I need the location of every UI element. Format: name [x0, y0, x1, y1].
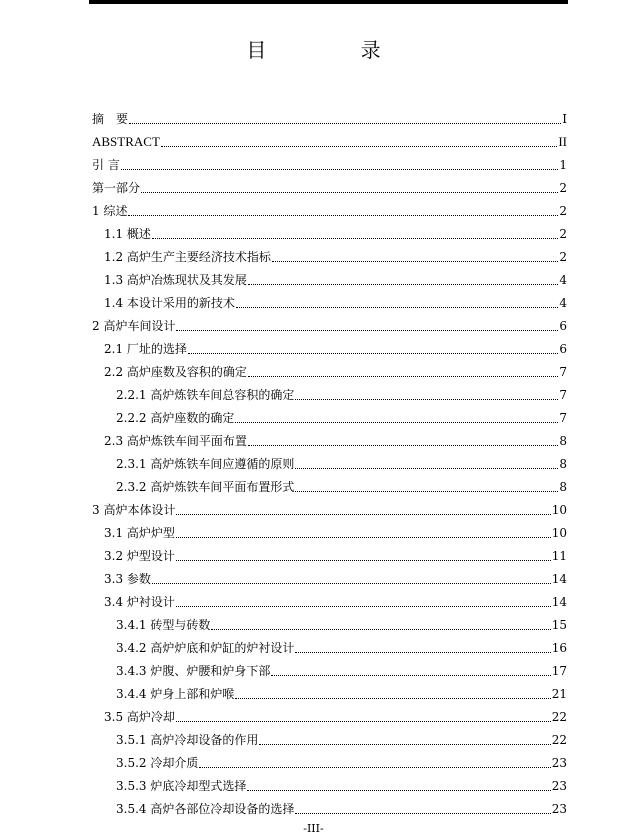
toc-entry[interactable] [92, 356, 567, 379]
toc-entry-page: 7 [559, 411, 567, 425]
toc-entry[interactable] [92, 264, 567, 287]
toc-entry[interactable] [92, 402, 567, 425]
dot-leader [128, 214, 558, 216]
dot-leader [129, 122, 561, 124]
toc-entry[interactable] [92, 724, 567, 747]
toc-entry[interactable] [92, 333, 567, 356]
dot-leader [295, 490, 558, 492]
toc-entry-page: 10 [551, 503, 567, 517]
toc-entry-label: 3.1 高炉炉型 [104, 526, 175, 540]
toc-entry[interactable] [92, 425, 567, 448]
toc-entry-label: 3.4.4 炉身上部和炉喉 [116, 687, 235, 701]
toc-entry[interactable] [92, 379, 567, 402]
toc-entry[interactable] [92, 126, 567, 149]
toc-entry[interactable] [92, 540, 567, 563]
toc-entry-page: 15 [551, 618, 567, 632]
toc-entry-label: 2.2.1 高炉炼铁车间总容积的确定 [116, 388, 295, 402]
toc-entry-page: 2 [559, 227, 567, 241]
toc-entry-page: 23 [551, 779, 567, 793]
dot-leader [235, 697, 550, 699]
toc-entry-label: 1.4 本设计采用的新技术 [104, 296, 235, 310]
dot-leader [176, 559, 551, 561]
toc-entry[interactable] [92, 241, 567, 264]
dot-leader [199, 766, 550, 768]
toc-entry-page: 17 [551, 664, 567, 678]
toc-entry-label: ABSTRACT [92, 134, 160, 149]
toc-entry-label: 2.2.2 高炉座数的确定 [116, 411, 235, 425]
toc-entry-page: 14 [551, 595, 567, 609]
toc-entry-page: 1 [559, 158, 567, 172]
toc-entry-page: 22 [551, 733, 567, 747]
toc-entry-label: 引 言 [92, 158, 120, 172]
dot-leader [259, 743, 550, 745]
toc-entry-page: 16 [551, 641, 567, 655]
toc-entry[interactable] [92, 448, 567, 471]
toc-entry-label: 摘 要 [92, 112, 129, 126]
dot-leader [176, 329, 558, 331]
toc-entry-page: I [562, 112, 567, 126]
toc-entry-label: 3.5.3 炉底冷却型式选择 [116, 779, 247, 793]
toc-entry-label: 2.3.1 高炉炼铁车间应遵循的原则 [116, 457, 295, 471]
toc-entry[interactable] [92, 471, 567, 494]
dot-leader [176, 513, 550, 515]
dot-leader [211, 628, 550, 630]
toc-entry-page: 8 [559, 434, 567, 448]
toc-entry-page: 21 [551, 687, 567, 701]
toc-entry[interactable] [92, 310, 567, 333]
table-of-contents [92, 103, 567, 816]
toc-entry-label: 1.3 高炉冶炼现状及其发展 [104, 273, 247, 287]
dot-leader [295, 651, 550, 653]
toc-entry[interactable] [92, 103, 567, 126]
dot-leader [236, 306, 558, 308]
toc-entry[interactable] [92, 287, 567, 310]
dot-leader [161, 145, 557, 147]
toc-entry-page: 4 [559, 296, 567, 310]
dot-leader [248, 283, 558, 285]
toc-entry-label: 第一部分 [92, 181, 141, 195]
page-number-footer: -III- [303, 822, 324, 835]
toc-entry[interactable] [92, 655, 567, 678]
toc-entry-label: 3 高炉本体设计 [92, 503, 176, 517]
toc-entry-label: 2.3 高炉炼铁车间平面布置 [104, 434, 247, 448]
dot-leader [152, 237, 558, 239]
toc-entry[interactable] [92, 517, 567, 540]
dot-leader [176, 605, 551, 607]
toc-entry-label: 3.3 参数 [104, 572, 151, 586]
dot-leader [295, 398, 558, 400]
dot-leader [247, 789, 550, 791]
toc-entry-page: 22 [551, 710, 567, 724]
toc-entry-page: 2 [559, 181, 567, 195]
toc-entry-page: 8 [559, 457, 567, 471]
toc-entry[interactable] [92, 701, 567, 724]
toc-entry[interactable] [92, 494, 567, 517]
toc-entry[interactable] [92, 195, 567, 218]
dot-leader [295, 812, 550, 814]
toc-entry[interactable] [92, 172, 567, 195]
toc-entry-label: 3.4.2 高炉炉底和炉缸的炉衬设计 [116, 641, 295, 655]
toc-entry-label: 3.5.1 高炉冷却设备的作用 [116, 733, 259, 747]
toc-entry[interactable] [92, 563, 567, 586]
toc-entry-page: 4 [559, 273, 567, 287]
dot-leader [248, 444, 558, 446]
dot-leader [188, 352, 558, 354]
toc-entry-label: 3.5.4 高炉各部位冷却设备的选择 [116, 802, 295, 816]
toc-entry-label: 3.5.2 冷却介质 [116, 756, 199, 770]
dot-leader [176, 536, 551, 538]
toc-entry-page: 6 [559, 319, 567, 333]
toc-entry[interactable] [92, 218, 567, 241]
toc-entry[interactable] [92, 747, 567, 770]
toc-entry-label: 1.2 高炉生产主要经济技术指标 [104, 250, 271, 264]
page-title: 目 录 [246, 38, 425, 62]
toc-entry[interactable] [92, 793, 567, 816]
toc-entry-page: 8 [559, 480, 567, 494]
dot-leader [141, 191, 558, 193]
toc-entry-label: 3.4 炉衬设计 [104, 595, 175, 609]
toc-entry-page: II [558, 134, 567, 149]
toc-entry-label: 2.3.2 高炉炼铁车间平面布置形式 [116, 480, 295, 494]
toc-entry-label: 1.1 概述 [104, 227, 151, 241]
toc-entry-page: 2 [559, 250, 567, 264]
dot-leader [271, 674, 550, 676]
dot-leader [152, 582, 551, 584]
toc-entry-label: 3.5 高炉冷却 [104, 710, 175, 724]
toc-entry-page: 6 [559, 342, 567, 356]
toc-entry-label: 3.4.3 炉腹、炉腰和炉身下部 [116, 664, 271, 678]
toc-entry-label: 3.2 炉型设计 [104, 549, 175, 563]
toc-entry-label: 1 综述 [92, 204, 128, 218]
dot-leader [121, 168, 559, 170]
toc-entry-label: 3.4.1 砖型与砖数 [116, 618, 211, 632]
toc-entry-page: 2 [559, 204, 567, 218]
toc-entry[interactable] [92, 770, 567, 793]
top-rule [89, 0, 568, 4]
toc-entry-page: 7 [559, 365, 567, 379]
toc-entry-label: 2.1 厂址的选择 [104, 342, 187, 356]
toc-entry[interactable] [92, 678, 567, 701]
toc-entry-label: 2 高炉车间设计 [92, 319, 176, 333]
toc-entry[interactable] [92, 632, 567, 655]
toc-entry-page: 14 [551, 572, 567, 586]
dot-leader [235, 421, 558, 423]
dot-leader [176, 720, 551, 722]
toc-entry-label: 2.2 高炉座数及容积的确定 [104, 365, 247, 379]
toc-entry-page: 11 [551, 549, 567, 563]
dot-leader [272, 260, 558, 262]
toc-entry-page: 23 [551, 756, 567, 770]
toc-entry-page: 10 [551, 526, 567, 540]
toc-entry-page: 7 [559, 388, 567, 402]
toc-entry-page: 23 [551, 802, 567, 816]
dot-leader [295, 467, 558, 469]
toc-entry[interactable] [92, 149, 567, 172]
toc-entry[interactable] [92, 609, 567, 632]
toc-entry[interactable] [92, 586, 567, 609]
dot-leader [248, 375, 558, 377]
